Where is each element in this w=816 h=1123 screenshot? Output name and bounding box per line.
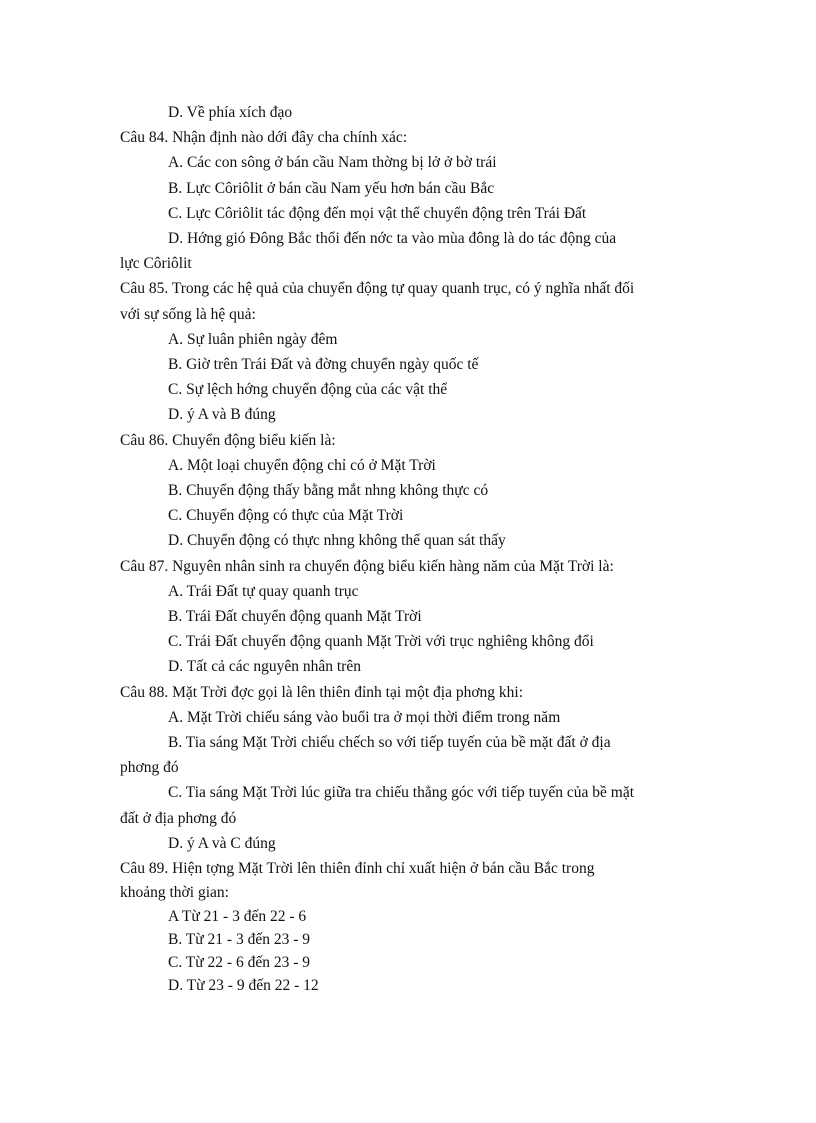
- option-d: D. Hớng gió Đông Bắc thổi đến nớc ta vào mùa đông là do tác động của: [168, 230, 617, 248]
- question-stem: Câu 88. Mặt Trời đợc gọi là lên thiên đỉnh tại một địa phơng khi:: [120, 683, 524, 701]
- option-b: B. Lực Côriôlit ở bán cầu Nam yếu hơn bán cầu Bắc: [168, 179, 495, 197]
- option-a: A. Các con sông ở bán cầu Nam thờng bị lở ở bờ trái: [168, 154, 497, 172]
- question-options: [120, 453, 700, 554]
- question-options: [120, 150, 700, 276]
- question-stem: Câu 84. Nhận định nào dới đây cha chính xác:: [120, 129, 408, 147]
- option-a: A. Trái Đất tự quay quanh trục: [168, 582, 359, 600]
- question-87: [120, 554, 700, 680]
- document-page: [120, 100, 700, 997]
- option-a: A. Sự luân phiên ngày đêm: [168, 330, 338, 348]
- option-c: C. Sự lệch hớng chuyển động của các vật thể: [168, 381, 448, 399]
- option-b: B. Chuyển động thấy bằng mắt nhng không thực có: [168, 482, 489, 500]
- option-b: B. Tia sáng Mặt Trời chiếu chếch so với tiếp tuyến của bề mặt đất ở địa: [168, 734, 611, 752]
- option-c: C. Trái Đất chuyển động quanh Mặt Trời với trục nghiêng không đổi: [168, 633, 594, 651]
- question-stem: Câu 89. Hiện tợng Mặt Trời lên thiên đỉnh chỉ xuất hiện ở bán cầu Bắc trong: [120, 860, 595, 878]
- option-b: B. Giờ trên Trái Đất và đờng chuyển ngày quốc tế: [168, 356, 479, 374]
- lead-option: D. Về phía xích đạo: [168, 104, 293, 121]
- question-options: [120, 905, 700, 998]
- question-88: [120, 680, 700, 856]
- question-stem: Câu 87. Nguyên nhân sinh ra chuyển động biểu kiến hàng năm của Mặt Trời là:: [120, 557, 614, 575]
- option-d-continued: lực Côriôlit: [120, 255, 192, 273]
- option-b: B. Trái Đất chuyển động quanh Mặt Trời: [168, 608, 422, 626]
- question-stem-continued: với sự sống là hệ quả:: [120, 305, 256, 323]
- option-c: C. Từ 22 - 6 đến 23 - 9: [168, 953, 311, 971]
- question-84: [120, 125, 700, 276]
- option-d: D. Chuyển động có thực nhng không thể quan sát thấy: [168, 532, 506, 550]
- question-stem-continued: khoảng thời gian:: [120, 884, 229, 902]
- option-b: B. Từ 21 - 3 đến 23 - 9: [168, 930, 311, 948]
- option-a: A. Một loại chuyển động chỉ có ở Mặt Trời: [168, 456, 436, 474]
- option-b-continued: phơng đó: [120, 759, 179, 777]
- option-d: D. Từ 23 - 9 đến 22 - 12: [168, 977, 319, 995]
- question-options: [120, 579, 700, 680]
- question-85: [120, 276, 700, 427]
- option-c: C. Tia sáng Mặt Trời lúc giữa tra chiếu thẳng góc với tiếp tuyến của bề mặt: [168, 784, 635, 802]
- question-options: [120, 327, 700, 428]
- question-stem: Câu 86. Chuyển động biểu kiến là:: [120, 431, 336, 449]
- question-86: [120, 428, 700, 554]
- option-d: D. ý A và C đúng: [168, 834, 276, 852]
- option-d: D. ý A và B đúng: [168, 406, 276, 424]
- question-options: [120, 705, 700, 856]
- question-89: [120, 856, 700, 997]
- option-a: A Từ 21 - 3 đến 22 - 6: [168, 907, 307, 925]
- option-c: C. Chuyển động có thực của Mặt Trời: [168, 507, 404, 525]
- option-c-continued: đất ở địa phơng đó: [120, 809, 237, 827]
- option-a: A. Mặt Trời chiếu sáng vào buổi tra ở mọi thời điểm trong năm: [168, 708, 561, 726]
- option-c: C. Lực Côriôlit tác động đến mọi vật thể chuyển động trên Trái Đất: [168, 204, 587, 222]
- option-d: D. Tất cả các nguyên nhân trên: [168, 658, 361, 676]
- question-stem: Câu 85. Trong các hệ quả của chuyển động tự quay quanh trục, có ý nghĩa nhất đối: [120, 280, 635, 298]
